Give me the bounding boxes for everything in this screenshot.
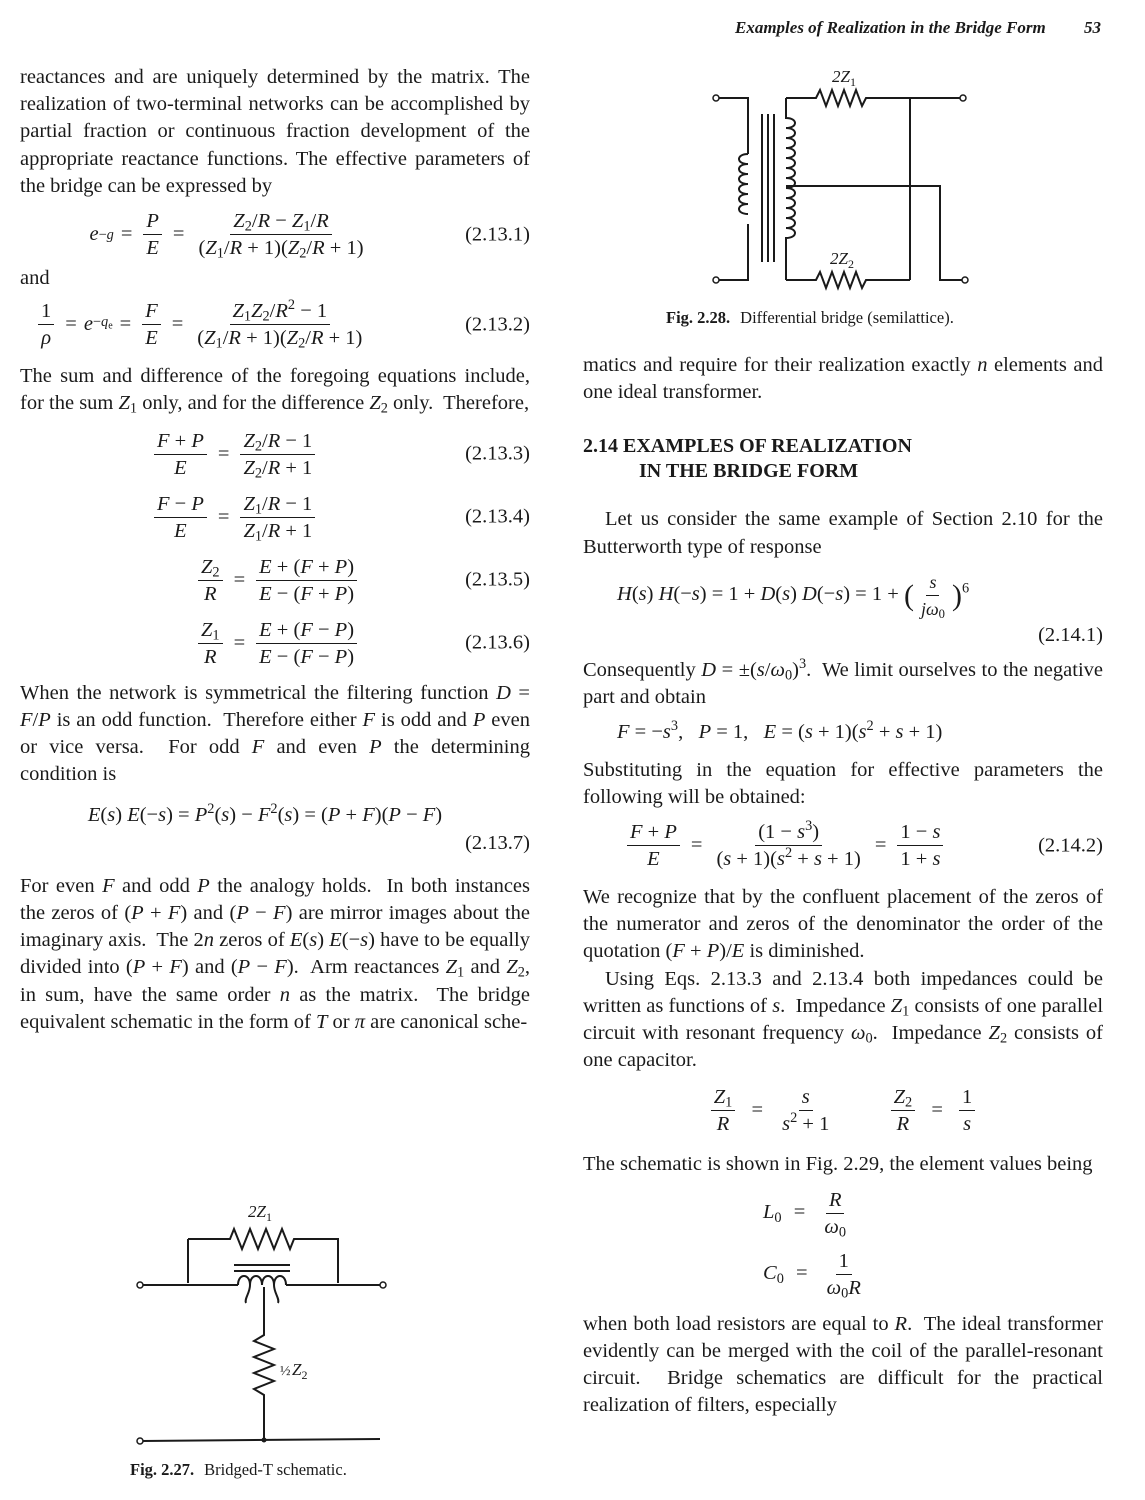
- paragraph: when both load resistors are equal to R. The ideal transformer evidently can be merged with the coil of the parallel-resonant circuit. Bridge schematics are difficult for the practical realization of filters, especially: [583, 1312, 1103, 1417]
- paragraph: Consequently $D = \pm(s/\omega_0)^3$. We limit ourselves to the negative part and obtain: [583, 656, 1103, 709]
- running-header: [735, 18, 1101, 38]
- equation-2-13-2: $\frac{1}{\rho}$ = e $-q_e$ = $\frac{F}{E}$ = $\frac{Z_1Z_2/R^2 - 1}{(Z_1/R + 1)(Z_2/R + 1)}$ (2.13.2): [20, 298, 530, 351]
- subscript: 1: [849, 75, 856, 89]
- paragraph: We recognize that by the confluent placement of the zeros of the numerator and zeros of the denominator the order of the quotation (F + P)/E is diminished.: [583, 886, 1103, 963]
- figure-number: Fig. 2.27.: [130, 1460, 195, 1479]
- equation-2-13-1: e −g = $\frac{P}{E}$ = $\frac{Z_2/R - Z_1/R}{(Z_1/R + 1)(Z_2/R + 1)}$ (2.13.1): [89, 210, 530, 262]
- label-half: ½: [280, 1364, 291, 1379]
- bridged-t-schematic: [130, 1195, 400, 1455]
- equation-number: (2.13.6): [465, 631, 530, 654]
- figure-caption: [666, 308, 954, 328]
- subscript: 2: [301, 1368, 308, 1382]
- figure-title: Differential bridge (semilattice).: [740, 308, 954, 327]
- running-title: Examples of Realization in the Bridge Form: [734, 18, 1046, 37]
- equation-2-13-3: $\frac{F + P}{E}$ = $\frac{Z_2/R - 1}{Z_2/R + 1}$ (2.13.3): [20, 428, 530, 481]
- equation-2-14-1: H(s) H(−s) = 1 + D(s) D(−s) = 1 + ( $\frac{s}{j\omega_0}$ )$^6$: [583, 569, 1103, 622]
- label-2z1: $2Z_1$: [832, 67, 856, 89]
- paragraph: When the network is symmetrical the filtering function D = F/P is an odd function. Therefore either F is odd and P even or vice versa. For odd F and even P the determining condition is: [20, 681, 531, 786]
- label-z2: $Z_2$: [292, 1360, 308, 1382]
- equation-z1-z2: $\frac{Z_1}{R}$ = $\frac{s}{s^2 + 1}$ $\frac{Z_2}{R}$ = $\frac{1}{s}$: [583, 1084, 1103, 1137]
- equation-number: (2.13.1): [465, 222, 530, 245]
- figure-caption: [130, 1460, 347, 1480]
- subscript: 1: [265, 1210, 272, 1224]
- subscript: 2: [847, 257, 854, 271]
- equation-l0: $L_0$ = $\frac{R}{\omega_0}$: [763, 1188, 847, 1241]
- left-column: [20, 64, 530, 1036]
- section-heading-line: IN THE BRIDGE FORM: [639, 460, 859, 483]
- label-2z1: $2Z_1$: [248, 1202, 272, 1224]
- equation-2-13-5: $\frac{Z_2}{R}$ = $\frac{E + (F + P)}{E - (F + P)}$ (2.13.5): [20, 554, 530, 607]
- connective: and: [20, 267, 50, 290]
- page-number: 53: [1084, 18, 1101, 37]
- equation-2-14-2: $\frac{F + P}{E}$ = $\frac{(1 - s^3)}{(s + 1)(s^2 + s + 1)}$ = $\frac{1 - s}{1 + s}$ (2.14.2): [583, 819, 1103, 872]
- paragraph: The schematic is shown in Fig. 2.29, the element values being: [583, 1153, 1093, 1176]
- equation-number: (2.13.4): [465, 505, 530, 528]
- equation-2-13-4: $\frac{F - P}{E}$ = $\frac{Z_1/R - 1}{Z_1/R + 1}$ (2.13.4): [20, 491, 530, 544]
- figure-number: Fig. 2.28.: [666, 308, 731, 327]
- section-heading-line: 2.14 EXAMPLES OF REALIZATION: [583, 435, 912, 458]
- equation-number: (2.13.2): [465, 313, 530, 336]
- equation-number: (2.13.3): [465, 442, 530, 465]
- differential-bridge-schematic: [700, 62, 980, 294]
- equation-2-13-7: E(s) $E(-s) = P^2(s) - F^2(s) = (P + F)(P - F)$: [87, 801, 443, 827]
- label-2z2: $2Z_2$: [830, 249, 854, 271]
- equation-c0: $C_0$ = $\frac{1}{\omega_0R}$: [763, 1249, 861, 1302]
- equation-2-13-6: $\frac{Z_1}{R}$ = $\frac{E + (F - P)}{E - (F - P)}$ (2.13.6): [20, 617, 530, 670]
- paragraph: Let us consider the same example of Section 2.10 for the Butterworth type of response: [583, 508, 1103, 558]
- paragraph: The sum and difference of the foregoing equations include, for the sum $Z_1$ only, and for the difference $Z_2$ only. Therefore,: [20, 365, 530, 417]
- equation-fpe: $F = -s^3$, P = 1, $E = (s + 1)(s^2 + s + 1)$: [617, 718, 943, 744]
- equation-number: (2.13.7): [465, 831, 530, 854]
- figure-title: Bridged-T schematic.: [204, 1460, 347, 1479]
- paragraph: matics and require for their realization exactly n elements and one ideal transformer.: [583, 354, 1103, 404]
- right-column: [583, 352, 1103, 1419]
- equation-number: (2.14.1): [1038, 623, 1103, 646]
- paragraph: reactances and are uniquely determined by the matrix. The realization of two-terminal networks can be accomplished by partial fraction or continuous fraction development of the appropriate reactance functions. The effective parameters of the bridge can be expressed by: [20, 66, 530, 197]
- section-heading: [583, 434, 1103, 484]
- paragraph: Substituting in the equation for effective parameters the following will be obtained:: [583, 758, 1103, 808]
- equation-number: (2.13.5): [465, 568, 530, 591]
- paragraph: For even F and odd P the analogy holds. In both instances the zeros of (P + F) and (P − F) are mirror images about the imaginary axis. The 2n zeros of E(s) E(−s) have to be equally divided into (P + F) and (P − F). Arm reactances $Z_1$ and $Z_2$, in sum, have the same order n as the matrix. The bridge equivalent schematic in the form of T or π are canonical sche-: [20, 874, 531, 1033]
- equation-number: (2.14.2): [1038, 833, 1103, 856]
- paragraph: Using Eqs. 2.13.3 and 2.13.4 both impedances could be written as functions of s. Impedance $Z_1$ consists of one parallel circuit with resonant frequency $\omega_0$. Impedance $Z_2$ consists of one capacitor.: [583, 967, 1104, 1072]
